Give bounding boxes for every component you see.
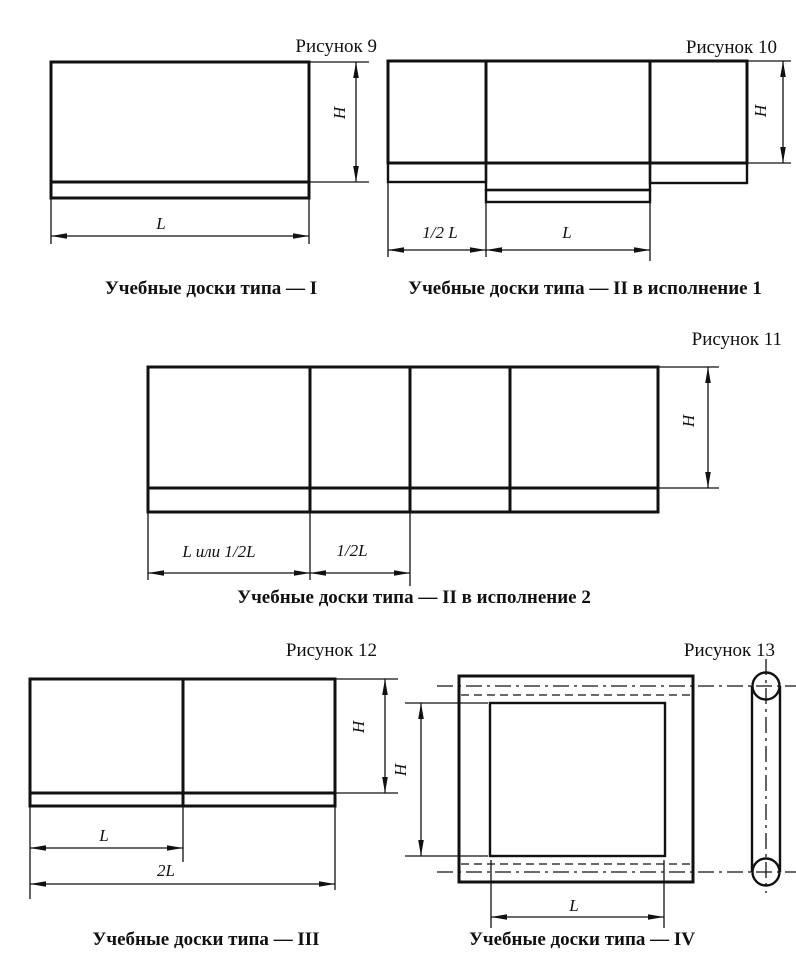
length-dimension-label: L: [99, 826, 109, 845]
frame-outline: [459, 676, 693, 882]
first-dimension-label: L или 1/2L: [182, 542, 256, 561]
length-dimension-label: L: [569, 896, 579, 915]
figure-13-caption: Учебные доски типа — IV: [468, 929, 696, 950]
figure-11: [148, 329, 782, 608]
height-dimension-label: H: [679, 414, 698, 428]
height-dimension-label: H: [751, 104, 770, 118]
right-wing-strip: [650, 163, 747, 183]
chalk-tray: [51, 182, 309, 198]
height-dimension-label: H: [330, 106, 349, 120]
writing-surface: [490, 703, 665, 856]
board-outline: [148, 367, 658, 488]
left-wing-strip: [388, 163, 486, 182]
second-dimension-label: 1/2L: [336, 541, 368, 560]
figure-13: [391, 640, 796, 950]
length-dimension-label: L: [562, 223, 572, 242]
figure-12: [30, 640, 398, 950]
figure-9-caption: Учебные доски типа — I: [104, 278, 318, 299]
figure-13-label: Рисунок 13: [683, 640, 775, 661]
chalk-tray: [486, 190, 650, 202]
figure-10-label: Рисунок 10: [685, 37, 777, 58]
figure-11-label: Рисунок 11: [691, 329, 782, 350]
double-length-dimension-label: 2L: [157, 861, 175, 880]
figure-9-label: Рисунок 9: [295, 36, 377, 57]
figure-9: [51, 36, 377, 299]
center-strip: [486, 163, 650, 190]
chalk-tray: [148, 488, 658, 512]
half-length-dimension-label: 1/2 L: [422, 223, 458, 242]
figure-12-label: Рисунок 12: [285, 640, 377, 661]
figure-12-caption: Учебные доски типа — III: [92, 929, 320, 950]
height-dimension-label: H: [349, 720, 368, 734]
length-dimension-label: L: [156, 214, 166, 233]
figure-10: [388, 37, 791, 299]
height-dimension-label: H: [391, 763, 410, 777]
board-outline: [388, 61, 747, 163]
figure-11-caption: Учебные доски типа — II в исполнение 2: [237, 587, 591, 608]
figure-10-caption: Учебные доски типа — II в исполнение 1: [408, 278, 762, 299]
board-outline: [51, 62, 309, 182]
